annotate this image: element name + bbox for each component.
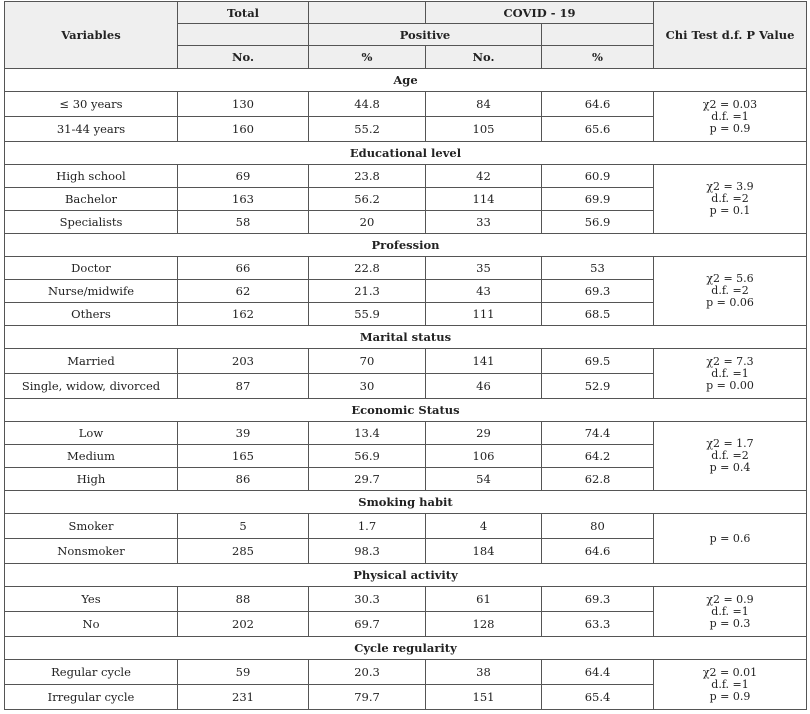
chi-test-cell bbox=[654, 257, 807, 326]
cell-covid-no: 43 bbox=[426, 280, 542, 303]
cell-total-no: 66 bbox=[178, 257, 309, 280]
cell-covid-no: 111 bbox=[426, 303, 542, 326]
cell-total-pct: 79.7 bbox=[309, 685, 426, 710]
table-row bbox=[5, 349, 807, 374]
chi-p: p = 0.4 bbox=[709, 461, 751, 474]
chi-test-cell bbox=[654, 165, 807, 234]
chi-chi: χ2 = 0.01 bbox=[702, 665, 758, 679]
cell-total-pct: 21.3 bbox=[309, 280, 426, 303]
cell-covid-no: 46 bbox=[426, 374, 542, 399]
chi-test-cell bbox=[654, 349, 807, 399]
chi-p: p = 0.1 bbox=[709, 204, 751, 217]
table-body bbox=[5, 69, 807, 710]
header-col-pct-total: % bbox=[309, 46, 426, 69]
chi-p: p = 0.9 bbox=[709, 121, 751, 135]
header-pct-blank bbox=[542, 24, 654, 46]
cell-covid-pct: 68.5 bbox=[542, 303, 654, 326]
header-covid: COVID - 19 bbox=[426, 2, 654, 24]
chi-df: d.f. =2 bbox=[711, 192, 749, 205]
cell-total-pct: 70 bbox=[309, 349, 426, 374]
cell-total-pct: 20.3 bbox=[309, 660, 426, 685]
cell-total-no: 163 bbox=[178, 188, 309, 211]
cell-covid-no: 105 bbox=[426, 117, 542, 142]
chi-p: p = 0.06 bbox=[706, 296, 754, 309]
cell-total-pct: 30.3 bbox=[309, 587, 426, 612]
cell-total-pct: 29.7 bbox=[309, 468, 426, 491]
cell-covid-pct: 74.4 bbox=[542, 422, 654, 445]
cell-total-pct: 69.7 bbox=[309, 612, 426, 637]
row-label: Bachelor bbox=[5, 188, 178, 211]
cell-total-no: 69 bbox=[178, 165, 309, 188]
cell-covid-no: 84 bbox=[426, 92, 542, 117]
cell-total-no: 62 bbox=[178, 280, 309, 303]
row-label: Specialists bbox=[5, 211, 178, 234]
table-row bbox=[5, 92, 807, 117]
chi-chi: χ2 = 5.6 bbox=[706, 272, 754, 285]
cell-total-no: 285 bbox=[178, 539, 309, 564]
cell-covid-pct: 64.2 bbox=[542, 445, 654, 468]
cell-covid-no: 38 bbox=[426, 660, 542, 685]
section-title: Physical activity bbox=[5, 564, 807, 587]
chi-test-cell bbox=[654, 660, 807, 710]
table-row bbox=[5, 257, 807, 280]
row-label: Yes bbox=[5, 587, 178, 612]
cell-covid-no: 141 bbox=[426, 349, 542, 374]
cell-covid-pct: 64.6 bbox=[542, 92, 654, 117]
header-col-no-covid: No. bbox=[426, 46, 542, 69]
row-label: Regular cycle bbox=[5, 660, 178, 685]
cell-covid-pct: 60.9 bbox=[542, 165, 654, 188]
cell-covid-no: 184 bbox=[426, 539, 542, 564]
chi-chi: χ2 = 7.3 bbox=[706, 354, 754, 368]
chi-p: p = 0.3 bbox=[709, 616, 751, 630]
cell-covid-pct: 69.5 bbox=[542, 349, 654, 374]
cell-covid-pct: 64.6 bbox=[542, 539, 654, 564]
cell-covid-no: 29 bbox=[426, 422, 542, 445]
chi-chi: χ2 = 1.7 bbox=[706, 437, 754, 450]
cell-total-pct: 23.8 bbox=[309, 165, 426, 188]
header-col-pct-covid: % bbox=[542, 46, 654, 69]
cell-total-no: 231 bbox=[178, 685, 309, 710]
chi-test-cell bbox=[654, 422, 807, 491]
cell-total-pct: 55.2 bbox=[309, 117, 426, 142]
cell-total-no: 162 bbox=[178, 303, 309, 326]
cell-total-pct: 98.3 bbox=[309, 539, 426, 564]
cell-covid-pct: 64.4 bbox=[542, 660, 654, 685]
cell-covid-pct: 80 bbox=[542, 514, 654, 539]
cell-total-no: 39 bbox=[178, 422, 309, 445]
row-label: ≤ 30 years bbox=[5, 92, 178, 117]
section-title: Economic Status bbox=[5, 399, 807, 422]
cell-total-no: 130 bbox=[178, 92, 309, 117]
header-col-no-total: No. bbox=[178, 46, 309, 69]
chi-df: d.f. =2 bbox=[711, 449, 749, 462]
header-total: Total bbox=[178, 2, 309, 24]
cell-total-no: 165 bbox=[178, 445, 309, 468]
cell-covid-no: 128 bbox=[426, 612, 542, 637]
cell-covid-pct: 53 bbox=[542, 257, 654, 280]
section-title: Profession bbox=[5, 234, 807, 257]
cell-total-no: 86 bbox=[178, 468, 309, 491]
row-label: Nurse/midwife bbox=[5, 280, 178, 303]
cell-covid-pct: 69.9 bbox=[542, 188, 654, 211]
cell-total-pct: 13.4 bbox=[309, 422, 426, 445]
chi-df: d.f. =1 bbox=[711, 604, 749, 618]
cell-total-no: 202 bbox=[178, 612, 309, 637]
cell-total-pct: 30 bbox=[309, 374, 426, 399]
chi-df: d.f. =2 bbox=[711, 284, 749, 297]
cell-covid-no: 33 bbox=[426, 211, 542, 234]
section-title: Smoking habit bbox=[5, 491, 807, 514]
cell-covid-pct: 63.3 bbox=[542, 612, 654, 637]
chi-p: p = 0.9 bbox=[709, 689, 751, 703]
table-row bbox=[5, 165, 807, 188]
cell-covid-pct: 62.8 bbox=[542, 468, 654, 491]
cell-covid-no: 4 bbox=[426, 514, 542, 539]
header-positive: Positive bbox=[309, 24, 542, 46]
cell-covid-pct: 69.3 bbox=[542, 587, 654, 612]
cell-total-pct: 20 bbox=[309, 211, 426, 234]
cell-covid-pct: 56.9 bbox=[542, 211, 654, 234]
chi-chi: χ2 = 3.9 bbox=[706, 180, 754, 193]
row-label: No bbox=[5, 612, 178, 637]
cell-total-pct: 56.2 bbox=[309, 188, 426, 211]
header-chi-test: Chi Test d.f. P Value bbox=[654, 2, 807, 69]
cell-total-no: 203 bbox=[178, 349, 309, 374]
cell-covid-no: 42 bbox=[426, 165, 542, 188]
row-label: Single, widow, divorced bbox=[5, 374, 178, 399]
chi-p: p = 0.00 bbox=[706, 378, 754, 392]
chi-p: p = 0.6 bbox=[709, 531, 751, 545]
chi-test-cell bbox=[654, 514, 807, 564]
cell-covid-pct: 69.3 bbox=[542, 280, 654, 303]
chi-df: d.f. =1 bbox=[711, 677, 749, 691]
cell-covid-no: 151 bbox=[426, 685, 542, 710]
row-label: Nonsmoker bbox=[5, 539, 178, 564]
cell-total-no: 88 bbox=[178, 587, 309, 612]
section-title: Cycle regularity bbox=[5, 637, 807, 660]
table-row bbox=[5, 422, 807, 445]
table-row bbox=[5, 660, 807, 685]
cell-covid-no: 54 bbox=[426, 468, 542, 491]
cell-covid-no: 35 bbox=[426, 257, 542, 280]
row-label: Irregular cycle bbox=[5, 685, 178, 710]
cell-covid-pct: 52.9 bbox=[542, 374, 654, 399]
cell-total-no: 87 bbox=[178, 374, 309, 399]
chi-df: d.f. =1 bbox=[711, 366, 749, 380]
table-row bbox=[5, 514, 807, 539]
row-label: Others bbox=[5, 303, 178, 326]
row-label: Married bbox=[5, 349, 178, 374]
row-label: Low bbox=[5, 422, 178, 445]
cell-total-pct: 56.9 bbox=[309, 445, 426, 468]
cell-covid-no: 114 bbox=[426, 188, 542, 211]
table-header bbox=[5, 2, 807, 69]
cell-total-no: 160 bbox=[178, 117, 309, 142]
results-table bbox=[4, 1, 807, 710]
row-label: Smoker bbox=[5, 514, 178, 539]
chi-test-cell bbox=[654, 92, 807, 142]
chi-chi: χ2 = 0.03 bbox=[702, 97, 758, 111]
row-label: High school bbox=[5, 165, 178, 188]
row-label: Doctor bbox=[5, 257, 178, 280]
chi-df: d.f. =1 bbox=[711, 109, 749, 123]
section-title: Age bbox=[5, 69, 807, 92]
row-label: 31-44 years bbox=[5, 117, 178, 142]
cell-total-pct: 55.9 bbox=[309, 303, 426, 326]
cell-total-pct: 22.8 bbox=[309, 257, 426, 280]
cell-total-no: 59 bbox=[178, 660, 309, 685]
cell-covid-no: 106 bbox=[426, 445, 542, 468]
cell-total-pct: 44.8 bbox=[309, 92, 426, 117]
table-row bbox=[5, 587, 807, 612]
section-title: Marital status bbox=[5, 326, 807, 349]
cell-covid-pct: 65.6 bbox=[542, 117, 654, 142]
section-title: Educational level bbox=[5, 142, 807, 165]
cell-total-no: 5 bbox=[178, 514, 309, 539]
cell-total-pct: 1.7 bbox=[309, 514, 426, 539]
chi-test-cell bbox=[654, 587, 807, 637]
row-label: Medium bbox=[5, 445, 178, 468]
cell-covid-pct: 65.4 bbox=[542, 685, 654, 710]
cell-covid-no: 61 bbox=[426, 587, 542, 612]
cell-total-no: 58 bbox=[178, 211, 309, 234]
header-total-blank bbox=[178, 24, 309, 46]
row-label: High bbox=[5, 468, 178, 491]
header-blank bbox=[309, 2, 426, 24]
chi-chi: χ2 = 0.9 bbox=[706, 592, 754, 606]
header-variables: Variables bbox=[5, 2, 178, 69]
